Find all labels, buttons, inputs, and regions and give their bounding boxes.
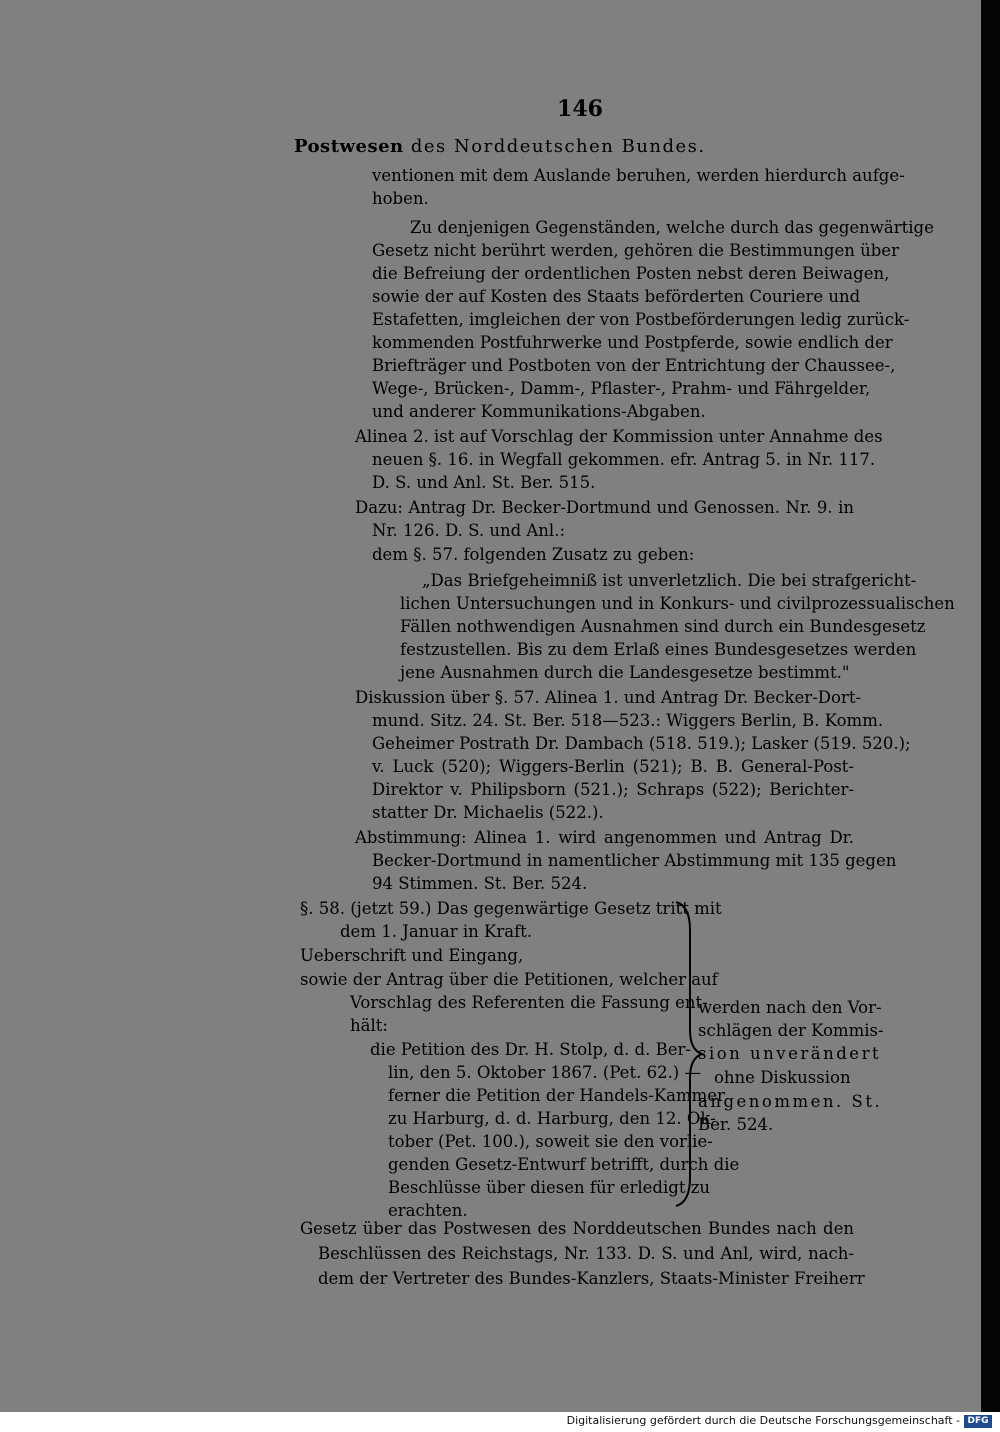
text-line: angenommen. St. [698, 1092, 883, 1111]
text-line: ferner die Petition der Handels-Kammer [388, 1086, 725, 1105]
text-line: „Das Briefgeheimniß ist unverletzlich. Die bei strafgericht- [422, 571, 917, 590]
text-line: Wege-, Brücken-, Damm-, Pflaster-, Prahm- und Fährgelder, [372, 379, 871, 398]
text-line: Gesetz nicht berührt werden, gehören die Bestimmungen über [372, 241, 899, 260]
scan-edge [981, 0, 1000, 1412]
text-line: Estafetten, imgleichen der von Postbeförderungen ledig zurück- [372, 310, 910, 329]
text-line: Nr. 126. D. S. und Anl.: [372, 521, 566, 540]
running-head-rest: des Norddeutschen Bundes. [403, 136, 706, 157]
text-line: festzustellen. Bis zu dem Erlaß eines Bundesgesetzes werden [400, 640, 917, 659]
text-line: werden nach den Vor- [698, 998, 882, 1017]
text-line: Geheimer Postrath Dr. Dambach (518. 519.); Lasker (519. 520.); [372, 734, 911, 753]
text-line: lin, den 5. Oktober 1867. (Pet. 62.) — [388, 1063, 701, 1082]
text-line: Abstimmung: Alinea 1. wird angenommen und Antrag Dr. [355, 828, 854, 847]
text-line: Diskussion über §. 57. Alinea 1. und Antrag Dr. Becker-Dort- [355, 688, 862, 707]
page-number: 146 [557, 96, 603, 122]
text-line: §. 58. (jetzt 59.) Das gegenwärtige Gesetz tritt mit [300, 899, 722, 918]
text-line: dem 1. Januar in Kraft. [340, 922, 533, 941]
text-line: Alinea 2. ist auf Vorschlag der Kommission unter Annahme des [355, 427, 883, 446]
text-line: neuen §. 16. in Wegfall gekommen. efr. Antrag 5. in Nr. 117. [372, 450, 876, 469]
text-line: sowie der Antrag über die Petitionen, welcher auf [300, 970, 718, 989]
text-line: hoben. [372, 189, 429, 208]
text-line: Ber. 524. [698, 1115, 774, 1134]
text-line: kommenden Postfuhrwerke und Postpferde, sowie endlich der [372, 333, 893, 352]
text-line: dem der Vertreter des Bundes-Kanzlers, Staats-Minister Freiherr [318, 1269, 865, 1288]
text-line: Vorschlag des Referenten die Fassung ent- [350, 993, 708, 1012]
dfg-logo-icon: DFG [964, 1415, 992, 1428]
text-line: und anderer Kommunikations-Abgaben. [372, 402, 706, 421]
curly-brace [672, 900, 708, 1208]
text-line: jene Ausnahmen durch die Landesgesetze bestimmt." [400, 663, 850, 682]
text-line: hält: [350, 1016, 388, 1035]
text-line: Briefträger und Postboten von der Entrichtung der Chaussee-, [372, 356, 896, 375]
text-line: v. Luck (520); Wiggers-Berlin (521); B. B. General-Post- [372, 757, 854, 776]
text-line: 94 Stimmen. St. Ber. 524. [372, 874, 588, 893]
text-line: die Befreiung der ordentlichen Posten nebst deren Beiwagen, [372, 264, 890, 283]
text-line: Ueberschrift und Eingang, [300, 946, 524, 965]
text-line: zu Harburg, d. d. Harburg, den 12. Ok- [388, 1109, 716, 1128]
text-line: Becker-Dortmund in namentlicher Abstimmung mit 135 gegen [372, 851, 897, 870]
text-line: schlägen der Kommis- [698, 1021, 884, 1040]
text-line: Beschlüssen des Reichstags, Nr. 133. D. S. und Anl, wird, nach- [318, 1244, 854, 1263]
text-line: D. S. und Anl. St. Ber. 515. [372, 473, 596, 492]
text-line: statter Dr. Michaelis (522.). [372, 803, 604, 822]
text-line: Gesetz über das Postwesen des Norddeutschen Bundes nach den [300, 1219, 854, 1238]
text-line: Beschlüsse über diesen für erledigt zu [388, 1178, 711, 1197]
running-head-bold: Postwesen [294, 136, 404, 157]
text-line: dem §. 57. folgenden Zusatz zu geben: [372, 545, 695, 564]
text-line: Direktor v. Philipsborn (521.); Schraps (522); Berichter- [372, 780, 854, 799]
footer-bar [0, 1412, 1000, 1432]
text-line: tober (Pet. 100.), soweit sie den vorlie- [388, 1132, 713, 1151]
text-line: Dazu: Antrag Dr. Becker-Dortmund und Genossen. Nr. 9. in [355, 498, 854, 517]
text-line: lichen Untersuchungen und in Konkurs- und civilprozessualischen [400, 594, 955, 613]
text-line: die Petition des Dr. H. Stolp, d. d. Ber- [370, 1040, 691, 1059]
text-line: Fällen nothwendigen Ausnahmen sind durch ein Bundesgesetz [400, 617, 926, 636]
text-line: sowie der auf Kosten des Staats beförderten Couriere und [372, 287, 861, 306]
text-line: erachten. [388, 1201, 468, 1220]
text-line: ventionen mit dem Auslande beruhen, werden hierdurch aufge- [372, 166, 905, 185]
text-line: sion unverändert [698, 1044, 882, 1063]
text-line: ohne Diskussion [714, 1068, 851, 1087]
text-line: Zu denjenigen Gegenständen, welche durch das gegenwärtige [410, 218, 934, 237]
running-head [294, 136, 706, 157]
text-line: genden Gesetz-Entwurf betrifft, durch die [388, 1155, 740, 1174]
text-line: mund. Sitz. 24. St. Ber. 518—523.: Wiggers Berlin, B. Komm. [372, 711, 884, 730]
footer-credit: Digitalisierung gefördert durch die Deutsche Forschungsgemeinschaft - [566, 1414, 960, 1427]
